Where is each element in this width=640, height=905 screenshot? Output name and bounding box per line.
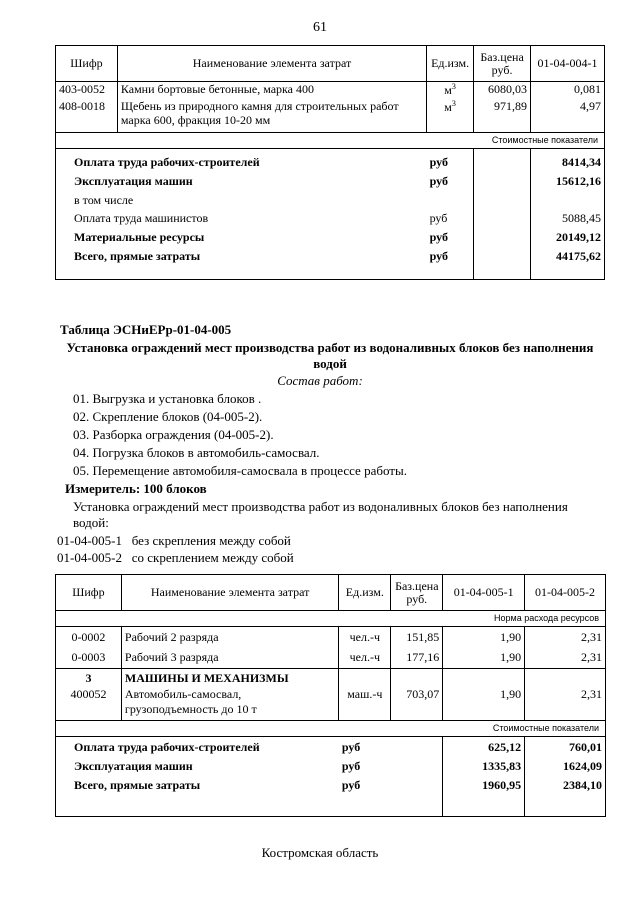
cost-value: 20149,12 xyxy=(531,230,605,249)
resource-table-1 xyxy=(55,45,605,280)
row-name: Камни бортовые бетонные, марка 400 xyxy=(117,82,426,99)
cost-unit: руб xyxy=(341,740,361,754)
page-number: 61 xyxy=(313,20,327,35)
cost-value-2: 1624,09 xyxy=(525,759,606,778)
col-header: Наименование элемента затрат xyxy=(121,575,338,611)
cost-value-1: 1335,83 xyxy=(443,759,525,778)
cost-value: 8414,34 xyxy=(531,155,605,174)
table-title: Таблица ЭСНиЕРр-01-04-005 xyxy=(60,322,232,337)
work-item: 01. Выгрузка и установка блоков . xyxy=(73,391,262,406)
row-code: 0-0002 xyxy=(56,627,122,647)
row-value-2: 2,31 xyxy=(525,627,606,647)
variant-item: 01-04-005-1 без скрепления между собой xyxy=(57,533,291,548)
cost-value-2: 2384,10 xyxy=(525,778,606,797)
cost-unit: руб xyxy=(429,210,448,225)
cost-row xyxy=(56,155,605,174)
cost-unit: руб xyxy=(429,248,448,263)
work-item: 02. Скрепление блоков (04-005-2). xyxy=(73,409,263,424)
row-code: 400052 xyxy=(56,687,122,721)
measure-description: Установка ограждений мест производства работ из водоналивных блоков без наполнения водой: xyxy=(73,499,568,530)
cost-row xyxy=(56,211,605,230)
works-label: Состав работ: xyxy=(277,373,363,388)
cost-caption: Стоимостные показатели xyxy=(56,133,605,149)
cost-row xyxy=(56,193,605,211)
cost-value xyxy=(531,193,605,211)
cost-unit: руб xyxy=(341,758,361,773)
table-row xyxy=(56,647,606,669)
row-name: Щебень из природного камня для строительных работ марка 600, фракция 10-20 мм xyxy=(117,99,426,133)
cost-name: Материальные ресурсы xyxy=(56,230,427,249)
cost-row xyxy=(56,174,605,193)
col-header: Баз.цена руб. xyxy=(474,46,531,82)
table-row xyxy=(56,687,606,721)
row-value-2: 2,31 xyxy=(525,647,606,669)
cost-caption: Стоимостные показатели xyxy=(56,721,606,737)
cost-name: Всего, прямые затраты xyxy=(56,778,339,797)
table-row xyxy=(56,82,605,99)
row-unit: чел.-ч xyxy=(339,627,391,647)
cost-value-1: 1960,95 xyxy=(443,778,525,797)
table-row xyxy=(56,99,605,133)
row-price: 177,16 xyxy=(391,647,443,669)
cost-name: Всего, прямые затраты xyxy=(56,249,427,268)
col-header: Ед.изм. xyxy=(339,575,391,611)
row-name: Рабочий 3 разряда xyxy=(121,647,338,669)
table-row xyxy=(56,627,606,647)
cost-unit: руб xyxy=(429,229,448,244)
cost-name: в том числе xyxy=(56,193,427,211)
col-header: Ед.изм. xyxy=(427,46,474,82)
row-value: 0,081 xyxy=(531,82,605,99)
norm-caption: Норма расхода ресурсов xyxy=(56,611,606,627)
row-unit: $м^3$ xyxy=(427,99,474,133)
row-price: 703,07 xyxy=(391,687,443,721)
col-header: Наименование элемента затрат xyxy=(117,46,426,82)
work-item: 04. Погрузка блоков в автомобиль-самосвал. xyxy=(73,445,320,460)
col-header: Шифр xyxy=(56,575,122,611)
cost-name: Оплата труда машинистов xyxy=(56,211,427,230)
row-value-1: 1,90 xyxy=(443,647,525,669)
group-row xyxy=(56,669,606,687)
cost-name: Эксплуатация машин xyxy=(56,759,339,778)
row-value: 4,97 xyxy=(531,99,605,133)
row-code: 0-0003 xyxy=(56,647,122,669)
row-value-2: 2,31 xyxy=(525,687,606,721)
cost-unit: руб xyxy=(429,154,448,169)
row-price: 151,85 xyxy=(391,627,443,647)
col-header: Шифр xyxy=(56,46,118,82)
resource-table-2 xyxy=(55,574,606,817)
cost-row xyxy=(56,759,606,778)
row-unit: $м^3$ xyxy=(427,82,474,99)
cost-value-2: 760,01 xyxy=(525,737,606,759)
cost-row xyxy=(56,230,605,249)
cost-unit: руб xyxy=(341,777,361,792)
row-unit: чел.-ч xyxy=(339,647,391,669)
cost-value: 15612,16 xyxy=(531,174,605,193)
work-item: 03. Разборка ограждения (04-005-2). xyxy=(73,427,274,442)
row-value-1: 1,90 xyxy=(443,687,525,721)
cost-unit: руб xyxy=(429,173,448,188)
group-name: МАШИНЫ И МЕХАНИЗМЫ xyxy=(121,669,338,687)
col-header: 01-04-004-1 xyxy=(531,46,605,82)
col-header: Баз.цена руб. xyxy=(391,575,443,611)
row-name: Автомобиль-самосвал, грузоподъемность до 10 т xyxy=(121,687,338,721)
cost-value-1: 625,12 xyxy=(443,737,525,759)
cost-row xyxy=(56,737,606,759)
col-header: 01-04-005-2 xyxy=(525,575,606,611)
cost-name: Эксплуатация машин xyxy=(56,174,427,193)
col-header: 01-04-005-1 xyxy=(443,575,525,611)
table-header xyxy=(56,575,606,611)
cost-value: 5088,45 xyxy=(531,211,605,230)
group-code: 3 xyxy=(56,669,122,687)
page-footer: Костромская область xyxy=(261,845,379,860)
cost-row xyxy=(56,249,605,268)
row-code: 403-0052 xyxy=(56,82,118,99)
measure-label: Измеритель: 100 блоков xyxy=(65,481,207,496)
row-code: 408-0018 xyxy=(56,99,118,133)
variant-item: 01-04-005-2 со скреплением между собой xyxy=(57,550,294,565)
cost-value: 44175,62 xyxy=(531,249,605,268)
row-price: 6080,03 xyxy=(474,82,531,99)
cost-unit xyxy=(427,193,474,211)
work-item: 05. Перемещение автомобиля-самосвала в процессе работы. xyxy=(73,463,407,478)
row-unit: маш.-ч xyxy=(339,687,391,721)
cost-row xyxy=(56,778,606,797)
row-price: 971,89 xyxy=(474,99,531,133)
row-value-1: 1,90 xyxy=(443,627,525,647)
cost-name: Оплата труда рабочих-строителей xyxy=(56,155,427,174)
row-name: Рабочий 2 разряда xyxy=(121,627,338,647)
section-heading: Установка ограждений мест производства работ из водоналивных блоков без наполнения водой xyxy=(66,340,594,371)
table-header xyxy=(56,46,605,82)
cost-name: Оплата труда рабочих-строителей xyxy=(56,737,339,759)
